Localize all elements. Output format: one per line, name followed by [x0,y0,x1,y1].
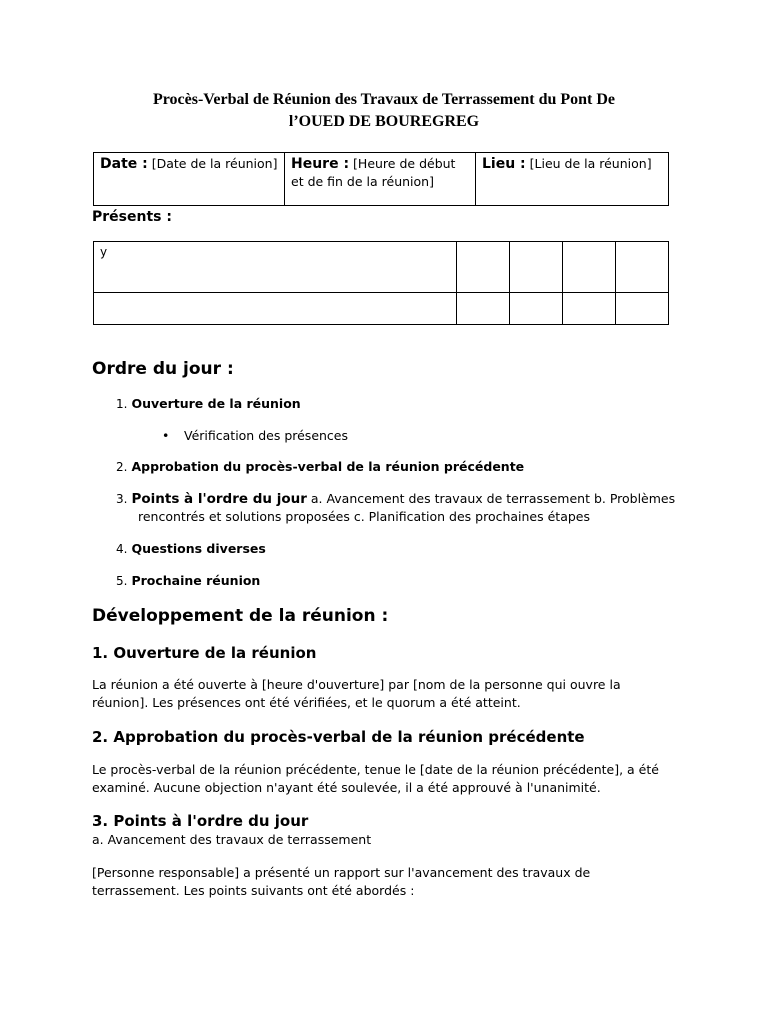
agenda-heading: Ordre du jour : [92,359,234,379]
section-3-subheading: a. Avancement des travaux de terrassement [92,832,372,847]
agenda-item-number: 2. [116,460,128,474]
agenda-item-5 [116,572,260,590]
presents-table [93,241,669,325]
presents-row [94,293,669,325]
time-cell [285,153,476,206]
agenda-item-3 [116,490,676,526]
agenda-item-number: 1. [116,397,128,411]
presents-cell [510,293,563,325]
section-1-heading: 1. Ouverture de la réunion [92,644,317,662]
section-2-paragraph [92,761,682,797]
agenda-item-1 [116,395,301,413]
meeting-info-table [93,152,669,206]
agenda-item-label: Questions diverses [131,541,266,556]
agenda-item-number: 4. [116,542,128,556]
place-label: Lieu : [482,156,526,172]
paragraph-line: Le procès-verbal de la réunion précédente, tenue le [date de la réunion précédente], a été [92,762,659,777]
presents-cell [94,242,457,293]
agenda-item-label: Approbation du procès-verbal de la réunion précédente [131,459,525,474]
agenda-item-label: Prochaine réunion [131,573,261,588]
date-value: [Date de la réunion] [151,156,278,171]
place-value: [Lieu de la réunion] [529,156,652,171]
paragraph-line: [Personne responsable] a présenté un rapport sur l'avancement des travaux de [92,865,591,880]
title-line-1: Procès-Verbal de Réunion des Travaux de Terrassement du Pont De [152,91,616,108]
time-label: Heure : [291,156,350,172]
bullet-icon: • [162,428,170,443]
presents-cell-value: y [100,245,108,259]
presents-cell [457,293,510,325]
development-heading: Développement de la réunion : [92,606,389,626]
presents-cell [457,242,510,293]
presents-label: Présents : [92,209,172,225]
paragraph-line: examiné. Aucune objection n'ayant été soulevée, il a été approuvé à l'unanimité. [92,780,601,795]
place-cell [476,153,669,206]
bullet-text: Vérification des présences [184,428,349,443]
paragraph-line: terrassement. Les points suivants ont été abordés : [92,883,415,898]
agenda-item-label: Ouverture de la réunion [131,396,301,411]
paragraph-line: La réunion a été ouverte à [heure d'ouverture] par [nom de la personne qui ouvre la [92,677,621,692]
date-label: Date : [100,156,148,172]
time-value: [Heure de début et de fin de la réunion] [291,156,456,189]
section-3-paragraph [92,864,652,900]
document-title [92,89,676,133]
section-1-paragraph [92,676,652,712]
paragraph-line: réunion]. Les présences ont été vérifiées, et le quorum a été atteint. [92,695,521,710]
title-line-2: l’OUED DE BOUREGREG [288,113,480,130]
agenda-item-label: Points à l'ordre du jour [131,491,307,507]
section-2-heading: 2. Approbation du procès-verbal de la réunion précédente [92,728,585,746]
presents-cell [510,242,563,293]
date-cell [94,153,285,206]
agenda-item-number: 5. [116,574,128,588]
agenda-item-number: 3. [116,492,128,506]
agenda-item-2 [116,458,524,476]
presents-cell [563,242,616,293]
presents-row [94,242,669,293]
presents-cell [616,242,669,293]
presents-cell [616,293,669,325]
agenda-item-detail: a. Avancement des travaux de terrassement b. Problèmes [310,491,676,506]
agenda-item-4 [116,540,266,558]
presents-cell [563,293,616,325]
agenda-item-detail-continued: rencontrés et solutions proposées c. Planification des prochaines étapes [138,509,591,524]
presents-cell [94,293,457,325]
section-3-heading: 3. Points à l'ordre du jour [92,812,309,830]
